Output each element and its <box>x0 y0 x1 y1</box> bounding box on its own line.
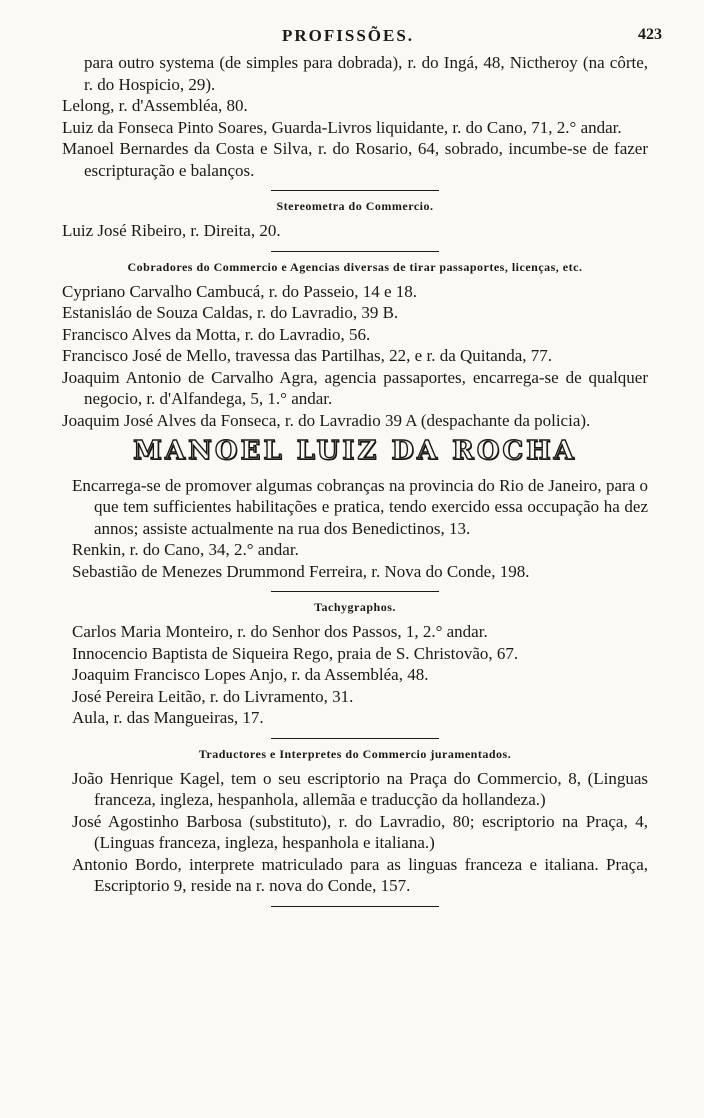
list-item: Renkin, r. do Cano, 34, 2.° andar. <box>72 540 299 559</box>
list-item: para outro systema (de simples para dobrada), r. do Ingá, 48, Nictheroy (na côrte, r. do Hospicio, 29). <box>84 53 648 94</box>
running-title: PROFISSÕES. <box>282 26 415 45</box>
list-item: Innocencio Baptista de Siqueira Rego, praia de S. Christovão, 67. <box>72 643 519 663</box>
page-header <box>0 26 704 48</box>
list-item: Carlos Maria Monteiro, r. do Senhor dos Passos, 1, 2.° andar. <box>72 622 488 641</box>
list-item: Antonio Bordo, interprete matriculado para as linguas franceza e italiana. Praça, Escriptorio 9, reside na r. nova do Conde, 157. <box>72 854 648 895</box>
list-item: Encarrega-se de promover algumas cobranças na provincia do Rio de Janeiro, para o que tem sufficientes habilitações e pratica, tendo exercido essa occupação ha dez annos; assiste actualmente na rua dos Benedictinos, 13. <box>72 475 648 538</box>
list-item: Joaquim José Alves da Fonseca, r. do Lavradio 39 A (despachante da policia). <box>62 410 591 430</box>
section-divider <box>271 738 439 739</box>
section-title-tachygraphos: Tachygraphos. <box>314 600 396 614</box>
advertisement-banner: MANOEL LUIZ DA ROCHA <box>133 436 577 466</box>
list-item: Sebastião de Menezes Drummond Ferreira, r. Nova do Conde, 198. <box>72 561 530 581</box>
page-number: 423 <box>638 26 662 43</box>
section-divider <box>271 251 439 252</box>
list-item: Luiz José Ribeiro, r. Direita, 20. <box>62 221 281 240</box>
section-divider <box>271 906 439 907</box>
list-item: Estanisláo de Souza Caldas, r. do Lavradio, 39 B. <box>62 303 399 322</box>
list-item: José Pereira Leitão, r. do Livramento, 31. <box>72 686 354 706</box>
list-item: Manoel Bernardes da Costa e Silva, r. do Rosario, 64, sobrado, incumbe-se de fazer escripturação e balanços. <box>62 139 648 180</box>
list-item: Francisco José de Mello, travessa das Partilhas, 22, e r. da Quitanda, 77. <box>62 346 553 365</box>
section-title-cobradores: Cobradores do Commercio e Agencias diversas de tirar passaportes, licenças, etc. <box>127 259 583 274</box>
list-item: Luiz da Fonseca Pinto Soares, Guarda-Livros liquidante, r. do Cano, 71, 2.° andar. <box>62 117 622 137</box>
list-item: Francisco Alves da Motta, r. do Lavradio, 56. <box>62 324 371 344</box>
section-title-stereometra: Stereometra do Commercio. <box>276 199 434 213</box>
section-title-traductores: Traductores e Interpretes do Commercio juramentados. <box>198 746 512 761</box>
section-divider <box>271 591 439 592</box>
list-item: José Agostinho Barbosa (substituto), r. do Lavradio, 80; escriptorio na Praça, 4, (Linguas franceza, ingleza, hespanhola e italiana.) <box>72 811 648 852</box>
page-body <box>62 52 648 915</box>
list-item: Aula, r. das Mangueiras, 17. <box>72 708 264 727</box>
list-item: Lelong, r. d'Assembléa, 80. <box>62 96 248 115</box>
list-item: Joaquim Francisco Lopes Anjo, r. da Assembléa, 48. <box>72 665 429 684</box>
list-item: Joaquim Antonio de Carvalho Agra, agencia passaportes, encarrega-se de qualquer negocio, r. d'Alfandega, 5, 1.° andar. <box>62 367 648 408</box>
list-item: João Henrique Kagel, tem o seu escriptorio na Praça do Commercio, 8, (Linguas franceza, ingleza, hespanhola, allemãa e traducção da hollandeza.) <box>72 768 648 809</box>
list-item: Cypriano Carvalho Cambucá, r. do Passeio, 14 e 18. <box>62 281 418 301</box>
section-divider <box>271 190 439 191</box>
